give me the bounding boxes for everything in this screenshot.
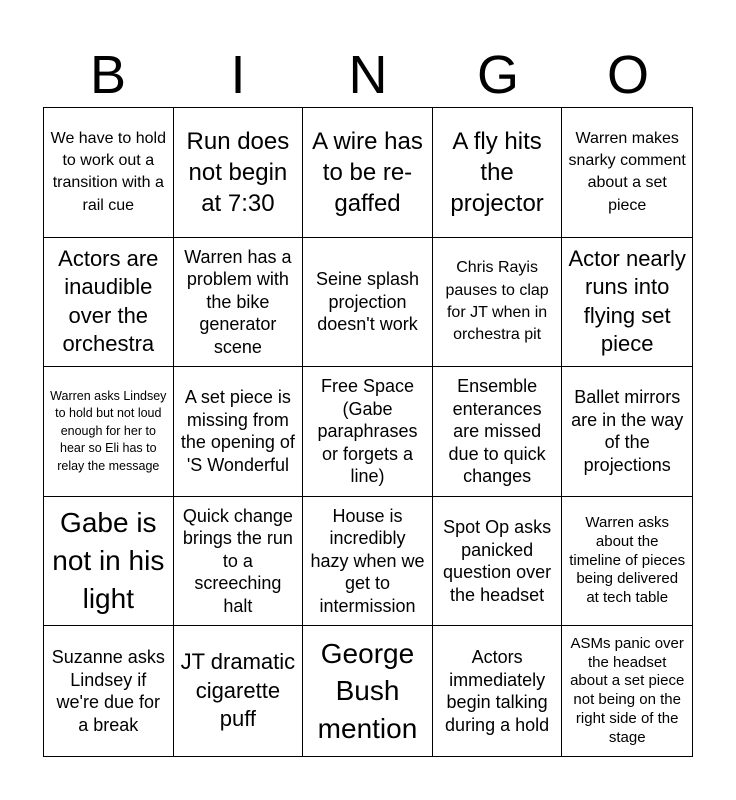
- bingo-cell[interactable]: Run does not begin at 7:30: [174, 108, 304, 238]
- bingo-cell[interactable]: Warren makes snarky comment about a set piece: [562, 108, 692, 238]
- bingo-cell[interactable]: Seine splash projection doesn't work: [303, 238, 433, 368]
- bingo-cell[interactable]: ASMs panic over the headset about a set piece not being on the right side of the stage: [570, 634, 685, 746]
- bingo-cell[interactable]: Warren has a problem with the bike generator scene: [174, 238, 304, 368]
- header-letter-i: I: [230, 45, 246, 105]
- header-letter-g: G: [476, 45, 519, 105]
- bingo-cell[interactable]: A set piece is missing from the opening of 'S Wonderful: [174, 367, 304, 497]
- bingo-cell[interactable]: JT dramatic cigarette puff: [174, 626, 304, 756]
- bingo-cell[interactable]: A wire has to be re-gaffed: [303, 108, 433, 238]
- bingo-cell[interactable]: Warren asks Lindsey to hold but not loud enough for her to hear so Eli has to relay the message: [44, 367, 174, 497]
- bingo-header: [43, 44, 693, 106]
- bingo-cell[interactable]: Spot Op asks panicked question over the headset: [433, 497, 563, 627]
- free-space-cell[interactable]: Free Space (Gabe paraphrases or forgets a line): [303, 367, 433, 497]
- bingo-cell[interactable]: Warren asks about the timeline of pieces being delivered at tech table: [562, 497, 692, 627]
- bingo-board: [43, 107, 693, 757]
- bingo-cell[interactable]: Chris Rayis pauses to clap for JT when in orchestra pit: [433, 238, 563, 368]
- bingo-cell[interactable]: Quick change brings the run to a screeching halt: [174, 497, 304, 627]
- header-letter-b: B: [89, 45, 127, 105]
- bingo-cell[interactable]: House is incredibly hazy when we get to intermission: [303, 497, 433, 627]
- bingo-cell[interactable]: Actors immediately begin talking during a hold: [433, 626, 563, 756]
- bingo-cell[interactable]: Actor nearly runs into flying set piece: [562, 238, 692, 368]
- bingo-cell[interactable]: We have to hold to work out a transition with a rail cue: [44, 108, 174, 238]
- bingo-cell[interactable]: Ensemble enterances are missed due to quick changes: [433, 367, 563, 497]
- bingo-cell[interactable]: Ballet mirrors are in the way of the projections: [562, 367, 692, 497]
- bingo-cell[interactable]: Suzanne asks Lindsey if we're due for a break: [44, 626, 174, 756]
- bingo-cell[interactable]: A fly hits the projector: [433, 108, 563, 238]
- bingo-cell[interactable]: George Bush mention: [303, 626, 433, 756]
- header-letter-n: N: [348, 45, 388, 105]
- header-letter-o: O: [606, 45, 649, 105]
- bingo-cell[interactable]: Actors are inaudible over the orchestra: [44, 238, 174, 368]
- bingo-cell[interactable]: Gabe is not in his light: [44, 497, 174, 627]
